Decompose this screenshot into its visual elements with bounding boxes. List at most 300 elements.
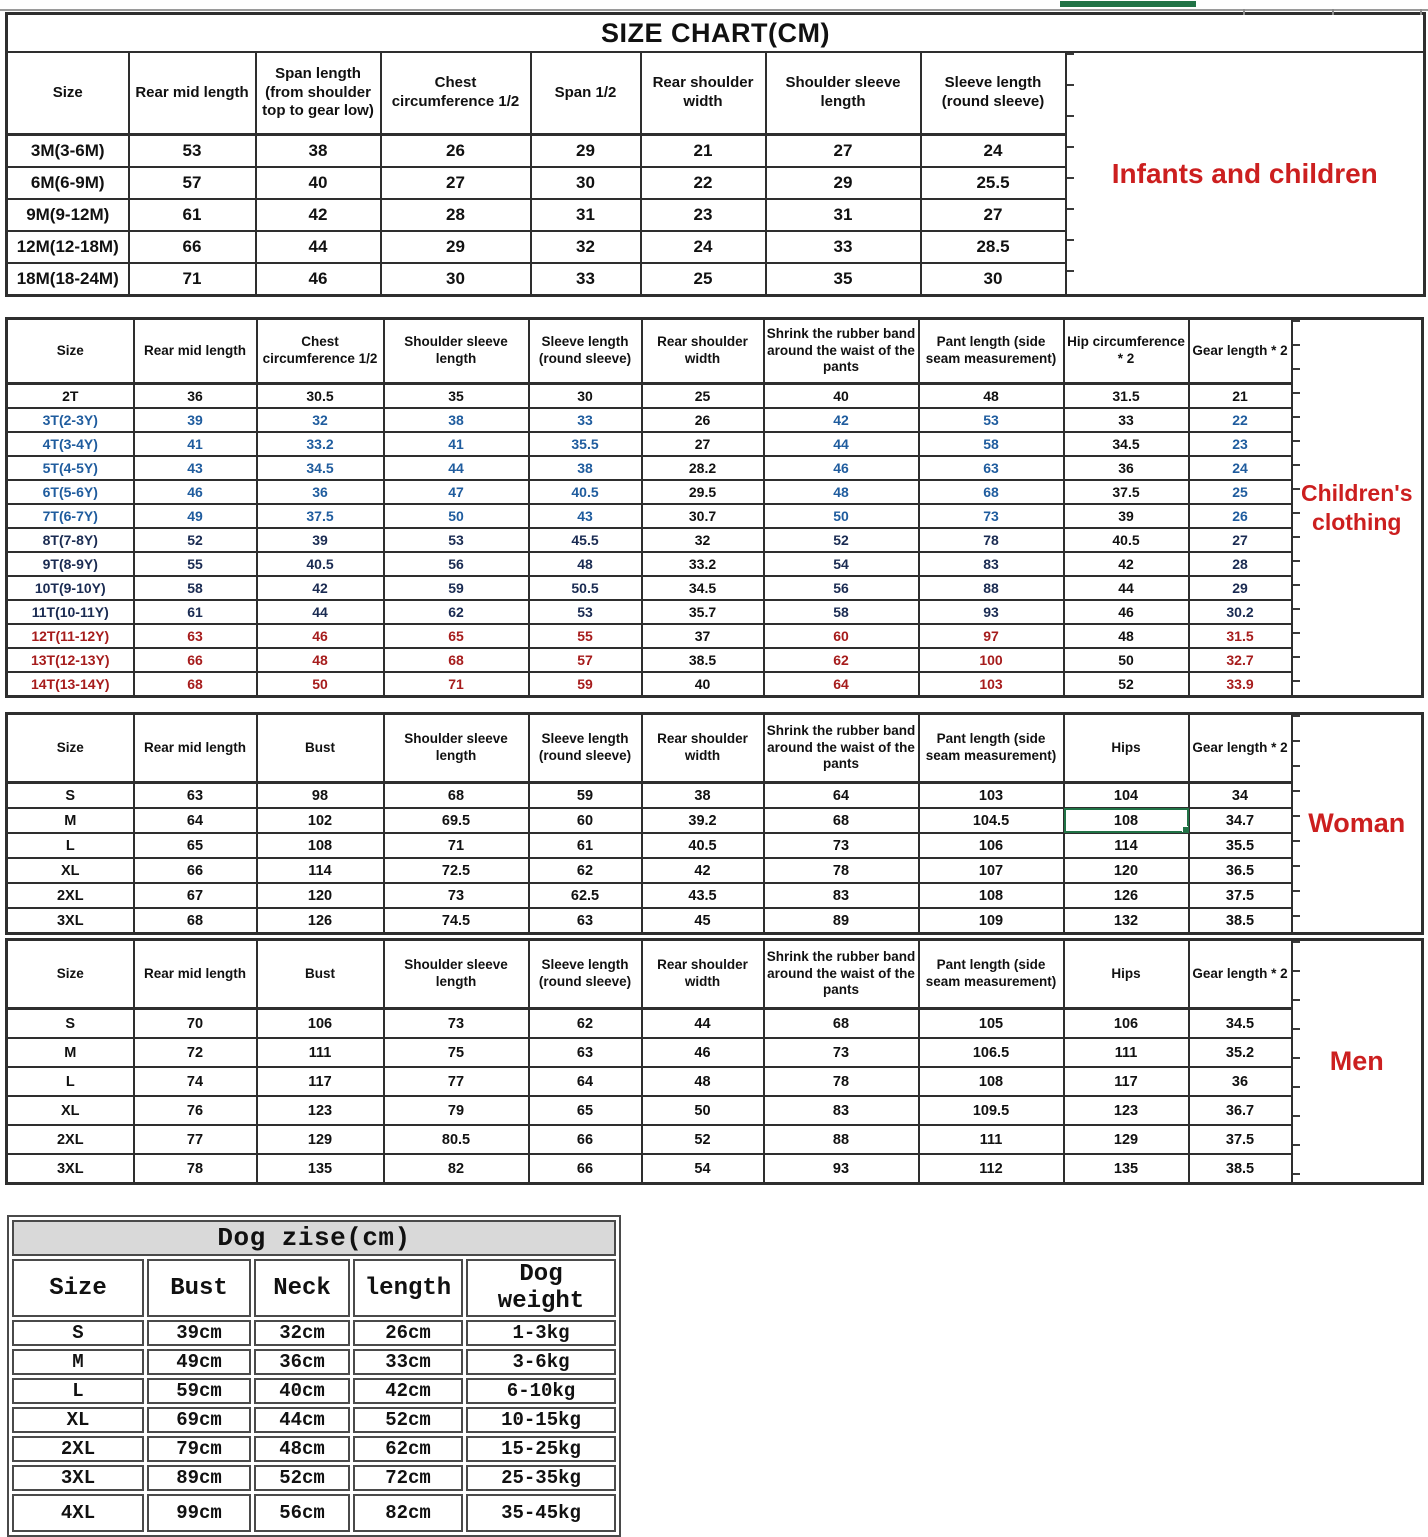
table-cell: 40.5 (1064, 528, 1189, 552)
table-cell: 46 (642, 1038, 764, 1067)
table-cell: 35.5 (529, 432, 642, 456)
side-label-text: Men (1329, 1045, 1384, 1076)
table-cell: 109.5 (919, 1096, 1064, 1125)
header-row (7, 319, 1423, 384)
table-cell: 46 (256, 263, 381, 296)
table-title-row (7, 14, 1425, 53)
table-cell: 62 (384, 600, 529, 624)
table-cell: 32 (257, 408, 384, 432)
table-cell: 43 (134, 456, 257, 480)
table-cell: 28 (1189, 552, 1292, 576)
table-row (7, 600, 1423, 624)
table-cell: 117 (257, 1067, 384, 1096)
table-cell: 44 (256, 231, 381, 263)
table-cell: 41 (384, 432, 529, 456)
table-cell: 50 (384, 504, 529, 528)
dog-size-table (7, 1215, 621, 1537)
table-cell: 1-3kg (466, 1320, 616, 1346)
table-cell: L (12, 1378, 144, 1404)
table-cell: 27 (921, 199, 1066, 231)
table-cell: 40.5 (529, 480, 642, 504)
table-cell: 48 (1064, 624, 1189, 648)
table-cell: 28 (381, 199, 531, 231)
table-cell: S (7, 783, 134, 809)
table-cell: 71 (384, 672, 529, 697)
header-row (7, 52, 1425, 135)
table-cell: 89cm (147, 1465, 251, 1491)
table-cell: 112 (919, 1154, 1064, 1184)
table-cell: M (7, 808, 134, 833)
table-cell: 35 (766, 263, 921, 296)
table-cell: S (7, 1009, 134, 1039)
column-header: Rear mid length (129, 52, 256, 135)
table-cell: 18M(18-24M) (7, 263, 129, 296)
table-cell: 2XL (12, 1436, 144, 1462)
table-cell: 36.7 (1189, 1096, 1292, 1125)
table-cell: 33.2 (257, 432, 384, 456)
table-cell: 34.5 (1064, 432, 1189, 456)
table-row (7, 908, 1423, 934)
table-cell: 29 (381, 231, 531, 263)
table-cell: 104 (1064, 783, 1189, 809)
table-cell: 43 (529, 504, 642, 528)
table-cell: 74 (134, 1067, 257, 1096)
table-cell: 106 (1064, 1009, 1189, 1039)
column-header: Shoulder sleeve length (766, 52, 921, 135)
side-label (1292, 940, 1423, 1184)
column-header: Bust (147, 1259, 251, 1317)
column-header: Size (12, 1259, 144, 1317)
table-cell: 8T(7-8Y) (7, 528, 134, 552)
table-cell: 61 (129, 199, 256, 231)
table-cell: 31 (766, 199, 921, 231)
table-cell: 38.5 (1189, 908, 1292, 934)
table-cell: 48 (529, 552, 642, 576)
table-cell: 68 (134, 908, 257, 934)
table-row (7, 783, 1423, 809)
table-cell: 32cm (254, 1320, 350, 1346)
table-cell: L (7, 833, 134, 858)
table-title: Dog zise(cm) (12, 1220, 616, 1256)
children-size-table (5, 317, 1424, 698)
column-header: Size (7, 940, 134, 1009)
table-cell: 74.5 (384, 908, 529, 934)
table-cell: 45.5 (529, 528, 642, 552)
table-cell: XL (12, 1407, 144, 1433)
table-cell: 61 (529, 833, 642, 858)
table-cell: XL (7, 1096, 134, 1125)
table-cell: 3XL (7, 908, 134, 934)
table-cell: 48 (257, 648, 384, 672)
column-header: Rear shoulder width (641, 52, 766, 135)
table-row (12, 1320, 616, 1346)
table-cell: 12T(11-12Y) (7, 624, 134, 648)
table-cell: 30 (531, 167, 641, 199)
table-cell: 33 (529, 408, 642, 432)
table-cell: 4XL (12, 1494, 144, 1532)
table-cell: 77 (384, 1067, 529, 1096)
table-cell: 59 (529, 783, 642, 809)
table-cell: 54 (642, 1154, 764, 1184)
table-cell: 111 (1064, 1038, 1189, 1067)
table-row (12, 1349, 616, 1375)
header-row (7, 714, 1423, 783)
table-cell: 71 (384, 833, 529, 858)
table-cell: 9T(8-9Y) (7, 552, 134, 576)
side-label (1066, 52, 1425, 296)
column-header: Bust (257, 714, 384, 783)
table-cell: 30 (381, 263, 531, 296)
table-cell: 11T(10-11Y) (7, 600, 134, 624)
table-cell: 77 (134, 1125, 257, 1154)
table-cell: 100 (919, 648, 1064, 672)
table-cell: 37 (642, 624, 764, 648)
table-cell: 68 (764, 1009, 919, 1039)
table-cell: 30.2 (1189, 600, 1292, 624)
column-header: Neck (254, 1259, 350, 1317)
table-row (7, 384, 1423, 409)
table-cell: 26 (1189, 504, 1292, 528)
table-cell: 25.5 (921, 167, 1066, 199)
table-cell: 42 (257, 576, 384, 600)
table-cell: 50 (1064, 648, 1189, 672)
table-cell: 65 (529, 1096, 642, 1125)
table-cell: 42 (764, 408, 919, 432)
table-cell: 49 (134, 504, 257, 528)
table-cell: 38.5 (642, 648, 764, 672)
table-cell: 82 (384, 1154, 529, 1184)
table-cell: 78 (764, 858, 919, 883)
table-title: SIZE CHART(CM) (7, 14, 1425, 53)
table-cell: 64 (764, 672, 919, 697)
gridline-tick (1332, 9, 1334, 15)
table-cell: 25 (642, 384, 764, 409)
table-cell: 33 (1064, 408, 1189, 432)
table-cell: 66 (529, 1125, 642, 1154)
table-cell: 27 (381, 167, 531, 199)
table-cell: 34 (1189, 783, 1292, 809)
table-cell: 40 (642, 672, 764, 697)
table-cell: M (12, 1349, 144, 1375)
table-cell: 34.7 (1189, 808, 1292, 833)
table-cell: 114 (257, 858, 384, 883)
table-cell: 102 (257, 808, 384, 833)
table-cell: 132 (1064, 908, 1189, 934)
row-gridline-ticks (1067, 53, 1074, 294)
column-header: Bust (257, 940, 384, 1009)
table-cell: 60 (764, 624, 919, 648)
table-cell: 24 (921, 135, 1066, 168)
table-cell: 39.2 (642, 808, 764, 833)
table-cell: 88 (919, 576, 1064, 600)
table-cell: 78 (919, 528, 1064, 552)
table-cell: 135 (257, 1154, 384, 1184)
header-row (7, 940, 1423, 1009)
column-header: Gear length * 2 (1189, 319, 1292, 384)
table-cell: 66 (129, 231, 256, 263)
table-cell: 7T(6-7Y) (7, 504, 134, 528)
column-header: Gear length * 2 (1189, 940, 1292, 1009)
table-cell: 38 (256, 135, 381, 168)
table-cell: 55 (134, 552, 257, 576)
table-cell: 68 (134, 672, 257, 697)
table-cell: 37.5 (1189, 1125, 1292, 1154)
column-header: Sleeve length (round sleeve) (529, 319, 642, 384)
table-cell: 10-15kg (466, 1407, 616, 1433)
table-cell: 13T(12-13Y) (7, 648, 134, 672)
table-cell: 52 (1064, 672, 1189, 697)
table-cell: 120 (1064, 858, 1189, 883)
table-cell: M (7, 1038, 134, 1067)
table-cell: 93 (764, 1154, 919, 1184)
table-cell: 27 (766, 135, 921, 168)
table-row (7, 648, 1423, 672)
column-header: Shoulder sleeve length (384, 940, 529, 1009)
table-cell: 70 (134, 1009, 257, 1039)
table-cell: 68 (384, 783, 529, 809)
table-cell: 108 (919, 883, 1064, 908)
table-cell: 22 (641, 167, 766, 199)
column-header: Span 1/2 (531, 52, 641, 135)
column-header: Pant length (side seam measurement) (919, 714, 1064, 783)
table-row (7, 432, 1423, 456)
column-header: Size (7, 319, 134, 384)
column-header: Shoulder sleeve length (384, 319, 529, 384)
table-cell: 32 (531, 231, 641, 263)
column-header: Span length (from shoulder top to gear low) (256, 52, 381, 135)
table-cell: 32.7 (1189, 648, 1292, 672)
table-row (7, 858, 1423, 883)
table-cell: 27 (1189, 528, 1292, 552)
table-cell: 52 (642, 1125, 764, 1154)
table-cell: 126 (257, 908, 384, 934)
table-cell: 48 (642, 1067, 764, 1096)
table-row (7, 528, 1423, 552)
table-cell: 44 (384, 456, 529, 480)
gridline-tick (1243, 9, 1245, 15)
table-cell: 38 (384, 408, 529, 432)
table-row (7, 1038, 1423, 1067)
column-header: Sleeve length (round sleeve) (921, 52, 1066, 135)
table-cell: 29.5 (642, 480, 764, 504)
table-cell: 64 (764, 783, 919, 809)
table-cell: 63 (529, 908, 642, 934)
table-cell: 42cm (353, 1378, 463, 1404)
row-gridline-ticks (1293, 715, 1300, 932)
table-cell: 73 (384, 1009, 529, 1039)
table-cell: 64 (529, 1067, 642, 1096)
column-header: Chest circumference 1/2 (381, 52, 531, 135)
header-row (12, 1259, 616, 1317)
table-cell: 23 (1189, 432, 1292, 456)
table-cell: 64 (134, 808, 257, 833)
table-cell: 63 (919, 456, 1064, 480)
column-header: Shrink the rubber band around the waist of the pants (764, 940, 919, 1009)
table-cell: 28.2 (642, 456, 764, 480)
table-cell: 103 (919, 672, 1064, 697)
table-row (7, 408, 1423, 432)
table-cell: 5T(4-5Y) (7, 456, 134, 480)
table-cell: 68 (384, 648, 529, 672)
table-cell: 21 (641, 135, 766, 168)
table-cell: 114 (1064, 833, 1189, 858)
table-cell: 108 (257, 833, 384, 858)
side-label-text: Children's clothing (1300, 479, 1413, 535)
column-header: Rear mid length (134, 714, 257, 783)
table-cell: 38.5 (1189, 1154, 1292, 1184)
table-cell: 45 (642, 908, 764, 934)
table-cell: 29 (531, 135, 641, 168)
table-cell: 135 (1064, 1154, 1189, 1184)
table-cell: 29 (1189, 576, 1292, 600)
table-cell: 34.5 (642, 576, 764, 600)
table-cell: 39 (257, 528, 384, 552)
side-label-text: Woman (1308, 807, 1406, 838)
table-cell: 35 (384, 384, 529, 409)
table-cell: 66 (134, 648, 257, 672)
table-cell: 40 (256, 167, 381, 199)
table-cell: 50 (764, 504, 919, 528)
table-cell: 105 (919, 1009, 1064, 1039)
table-row (12, 1407, 616, 1433)
table-cell: 65 (384, 624, 529, 648)
table-cell: 39 (1064, 504, 1189, 528)
table-cell: 109 (919, 908, 1064, 934)
table-cell: 52 (134, 528, 257, 552)
table-cell: 35.7 (642, 600, 764, 624)
table-cell: 66 (529, 1154, 642, 1184)
table-row (12, 1378, 616, 1404)
table-cell: 97 (919, 624, 1064, 648)
table-cell: 56 (384, 552, 529, 576)
table-cell: 33.9 (1189, 672, 1292, 697)
table-cell: 52cm (353, 1407, 463, 1433)
row-gridline-ticks (1293, 941, 1300, 1182)
table-cell: 32 (642, 528, 764, 552)
table-cell: 63 (134, 783, 257, 809)
table-cell: 106.5 (919, 1038, 1064, 1067)
table-title-row (12, 1220, 616, 1256)
table-row (7, 1154, 1423, 1184)
table-cell: 78 (764, 1067, 919, 1096)
table-cell: 106 (919, 833, 1064, 858)
column-header: Rear shoulder width (642, 940, 764, 1009)
table-cell: 27 (642, 432, 764, 456)
table-cell: 46 (134, 480, 257, 504)
table-cell: 50 (257, 672, 384, 697)
table-cell: 26cm (353, 1320, 463, 1346)
table-row (7, 504, 1423, 528)
table-cell: 82cm (353, 1494, 463, 1532)
infants-size-table (5, 12, 1426, 297)
table-row (12, 1436, 616, 1462)
table-cell: 68 (764, 808, 919, 833)
table-cell: 80.5 (384, 1125, 529, 1154)
table-row (7, 456, 1423, 480)
column-header: length (353, 1259, 463, 1317)
table-row (7, 833, 1423, 858)
table-cell: 63 (134, 624, 257, 648)
table-cell: S (12, 1320, 144, 1346)
table-cell: 36 (257, 480, 384, 504)
table-row (7, 576, 1423, 600)
table-cell: 59 (384, 576, 529, 600)
column-header: Size (7, 52, 129, 135)
side-label-text: Infants and children (1111, 158, 1378, 189)
table-cell: 22 (1189, 408, 1292, 432)
table-cell: 36 (1064, 456, 1189, 480)
table-cell: 72.5 (384, 858, 529, 883)
table-cell: 23 (641, 199, 766, 231)
table-cell: 43.5 (642, 883, 764, 908)
table-cell: 46 (257, 624, 384, 648)
table-cell: 73 (919, 504, 1064, 528)
table-cell: 36.5 (1189, 858, 1292, 883)
table-cell: 44cm (254, 1407, 350, 1433)
table-cell: 53 (919, 408, 1064, 432)
table-cell: 62 (529, 1009, 642, 1039)
table-cell: 104.5 (919, 808, 1064, 833)
table-cell: 3T(2-3Y) (7, 408, 134, 432)
table-cell: 55 (529, 624, 642, 648)
table-cell: 12M(12-18M) (7, 231, 129, 263)
table-cell: 2T (7, 384, 134, 409)
table-cell: 58 (919, 432, 1064, 456)
table-cell: 72 (134, 1038, 257, 1067)
table-cell: 107 (919, 858, 1064, 883)
table-cell: 9M(9-12M) (7, 199, 129, 231)
column-header: Pant length (side seam measurement) (919, 319, 1064, 384)
table-cell: 42 (1064, 552, 1189, 576)
table-cell: 123 (1064, 1096, 1189, 1125)
table-cell: 66 (134, 858, 257, 883)
table-cell: 24 (641, 231, 766, 263)
table-cell: 4T(3-4Y) (7, 432, 134, 456)
table-cell: 98 (257, 783, 384, 809)
table-cell: 31 (531, 199, 641, 231)
table-cell: 79 (384, 1096, 529, 1125)
table-cell: 129 (1064, 1125, 1189, 1154)
table-cell: 61 (134, 600, 257, 624)
table-cell: 62cm (353, 1436, 463, 1462)
table-cell: 62 (764, 648, 919, 672)
table-cell: 28.5 (921, 231, 1066, 263)
table-cell: 6T(5-6Y) (7, 480, 134, 504)
table-cell: 93 (919, 600, 1064, 624)
table-cell: 33 (531, 263, 641, 296)
column-header: Size (7, 714, 134, 783)
table-cell: 72cm (353, 1465, 463, 1491)
table-cell: 79cm (147, 1436, 251, 1462)
table-cell: 129 (257, 1125, 384, 1154)
table-cell: 57 (529, 648, 642, 672)
woman-size-table (5, 712, 1424, 935)
table-cell: 108 (919, 1067, 1064, 1096)
table-cell: 39cm (147, 1320, 251, 1346)
table-cell: 36 (134, 384, 257, 409)
table-cell: 2XL (7, 1125, 134, 1154)
table-cell: 37.5 (257, 504, 384, 528)
table-cell: 31.5 (1189, 624, 1292, 648)
table-cell: 3XL (7, 1154, 134, 1184)
table-cell: 83 (764, 883, 919, 908)
table-cell: 46 (1064, 600, 1189, 624)
table-row (7, 624, 1423, 648)
table-cell: 29 (766, 167, 921, 199)
table-cell: 53 (384, 528, 529, 552)
table-cell: 69cm (147, 1407, 251, 1433)
table-cell: 24 (1189, 456, 1292, 480)
